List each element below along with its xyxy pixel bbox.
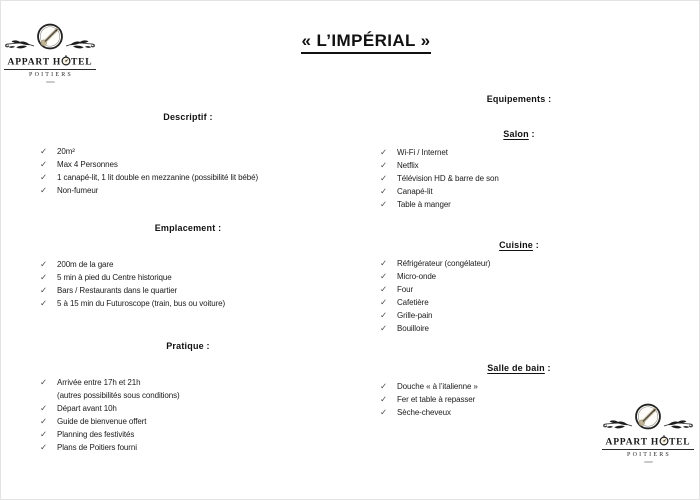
list-pratique — [40, 376, 360, 454]
check-icon: ✓ — [40, 185, 48, 195]
list-item — [40, 171, 360, 184]
check-icon: ✓ — [40, 146, 48, 156]
check-icon: ✓ — [380, 394, 388, 404]
list-item — [40, 441, 360, 454]
list-emplacement — [40, 258, 360, 310]
item-text: Cafetière — [397, 298, 429, 307]
list-cuisine — [380, 257, 680, 335]
item-note: (autres possibilités sous conditions) — [57, 391, 180, 400]
brand-name-right: TEL — [669, 437, 691, 448]
list-item — [40, 158, 360, 171]
list-item — [380, 309, 680, 322]
check-icon: ✓ — [380, 271, 388, 281]
list-item — [380, 380, 680, 393]
list-item — [40, 145, 360, 158]
heading-pratique: Pratique : — [166, 341, 210, 351]
logo-fineprint-mark — [644, 461, 653, 463]
check-icon: ✓ — [40, 285, 48, 295]
item-text: Bouilloire — [397, 324, 429, 333]
list-item — [40, 271, 360, 284]
item-text: Non-fumeur — [57, 186, 99, 195]
check-icon: ✓ — [380, 381, 388, 391]
item-text: Douche « à l’italienne » — [397, 382, 478, 391]
check-icon: ✓ — [380, 407, 388, 417]
brand-name-left: APPART H — [7, 57, 62, 68]
check-icon: ✓ — [380, 310, 388, 320]
list-item — [380, 322, 680, 335]
flourish-left-icon — [602, 417, 633, 431]
check-icon: ✓ — [380, 199, 388, 209]
list-item — [380, 198, 680, 211]
item-text: Planning des festivités — [57, 430, 135, 439]
item-text: 20m² — [57, 147, 75, 156]
list-item — [40, 184, 360, 197]
item-text: Micro-onde — [397, 272, 437, 281]
check-icon: ✓ — [380, 160, 388, 170]
item-text: Sèche-cheveux — [397, 408, 451, 417]
item-text: Télévision HD & barre de son — [397, 174, 499, 183]
item-text: 200m de la gare — [57, 260, 114, 269]
list-item — [40, 258, 360, 271]
check-icon: ✓ — [40, 442, 48, 452]
check-icon: ✓ — [40, 272, 48, 282]
item-text: Four — [397, 285, 414, 294]
check-icon: ✓ — [380, 258, 388, 268]
item-text: Max 4 Personnes — [57, 160, 118, 169]
list-item — [380, 393, 680, 406]
heading-emplacement: Emplacement : — [154, 223, 222, 233]
item-text: Netflix — [397, 161, 419, 170]
check-icon: ✓ — [40, 259, 48, 269]
check-icon: ✓ — [380, 147, 388, 157]
item-text: Wi-Fi / Internet — [397, 148, 448, 157]
heading-descriptif: Descriptif : — [163, 112, 213, 122]
item-text: Départ avant 10h — [57, 404, 117, 413]
item-text: Arrivée entre 17h et 21h — [57, 378, 141, 387]
flourish-left-icon — [4, 37, 35, 51]
list-item — [380, 296, 680, 309]
check-icon: ✓ — [380, 186, 388, 196]
logo-divider — [602, 449, 694, 450]
item-text: Réfrigérateur (congélateur) — [397, 259, 491, 268]
item-text: Guide de bienvenue offert — [57, 417, 147, 426]
item-text: Plans de Poitiers fourni — [57, 443, 137, 452]
check-icon: ✓ — [40, 298, 48, 308]
brand-name-right: TEL — [71, 57, 93, 68]
list-item — [40, 297, 360, 310]
title-wrap — [32, 31, 700, 54]
list-item — [380, 159, 680, 172]
heading-cuisine: Cuisine : — [499, 240, 539, 250]
flourish-right-icon — [663, 417, 694, 431]
check-icon: ✓ — [40, 429, 48, 439]
logo-divider — [4, 69, 96, 70]
list-item — [380, 185, 680, 198]
check-icon: ✓ — [380, 284, 388, 294]
brand-city: POITIERS — [627, 451, 671, 458]
brand-name — [8, 55, 93, 68]
item-text: 1 canapé-lit, 1 lit double en mezzanine (possibilité lit bébé) — [57, 173, 259, 182]
item-text: 5 min à pied du Centre historique — [57, 273, 172, 282]
heading-salon: Salon : — [503, 129, 535, 139]
list-item — [380, 146, 680, 159]
list-item — [40, 428, 360, 441]
list-salon — [380, 146, 680, 211]
heading-salle-de-bain: Salle de bain : — [487, 363, 551, 373]
list-descriptif — [40, 145, 360, 197]
clock-letter-o-icon — [659, 435, 669, 446]
check-icon: ✓ — [40, 377, 48, 387]
check-icon: ✓ — [40, 416, 48, 426]
list-item — [40, 284, 360, 297]
item-text: Grille-pain — [397, 311, 433, 320]
item-text: 5 à 15 min du Futuroscope (train, bus ou voiture) — [57, 299, 226, 308]
brand-city: POITIERS — [29, 71, 73, 78]
check-icon: ✓ — [40, 159, 48, 169]
list-item — [380, 283, 680, 296]
logo-fineprint-mark — [46, 81, 55, 83]
item-text: Bars / Restaurants dans le quartier — [57, 286, 178, 295]
list-item — [380, 270, 680, 283]
check-icon: ✓ — [380, 323, 388, 333]
brand-name — [606, 435, 691, 448]
list-item — [380, 257, 680, 270]
list-item — [380, 406, 680, 419]
check-icon: ✓ — [380, 173, 388, 183]
clock-letter-o-icon — [61, 55, 71, 66]
check-icon: ✓ — [380, 297, 388, 307]
list-item — [380, 172, 680, 185]
page-title: « L’IMPÉRIAL » — [301, 31, 430, 54]
list-salle-de-bain — [380, 380, 680, 419]
list-item — [40, 402, 360, 415]
item-text: Fer et table à repasser — [397, 395, 476, 404]
heading-equipements: Equipements : — [486, 94, 552, 104]
item-text: Canapé-lit — [397, 187, 433, 196]
list-item — [40, 415, 360, 428]
check-icon: ✓ — [40, 172, 48, 182]
check-icon: ✓ — [40, 403, 48, 413]
item-text: Table à manger — [397, 200, 451, 209]
list-item — [40, 376, 360, 389]
brand-name-left: APPART H — [605, 437, 660, 448]
